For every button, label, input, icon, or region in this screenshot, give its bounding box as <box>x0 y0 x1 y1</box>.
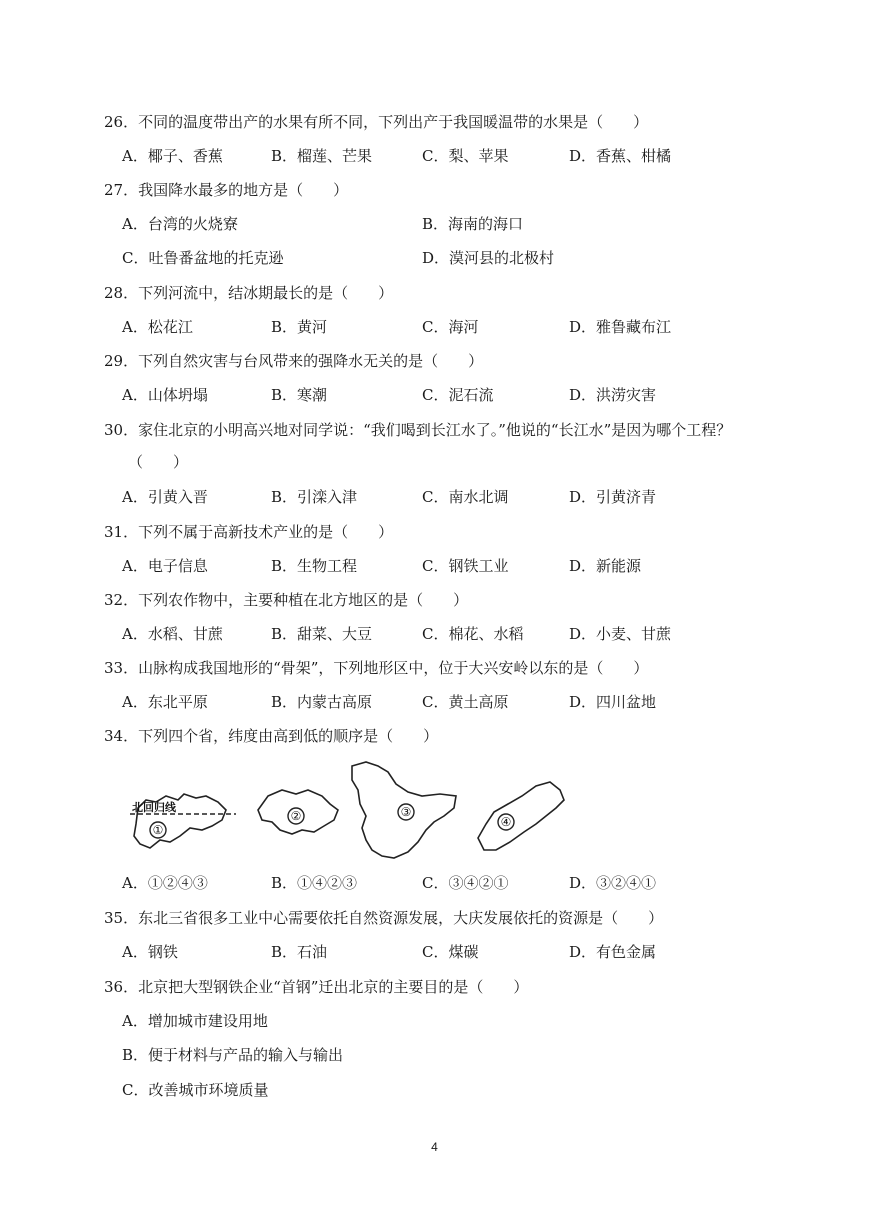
option-b: B．榴莲、芒果 <box>271 147 373 165</box>
option-a: A．水稻、甘蔗 <box>122 625 223 643</box>
question-28-stem: 28．下列河流中，结冰期最长的是（ ） <box>104 284 394 302</box>
option-a: A．①②④③ <box>122 874 208 892</box>
option-a: A．台湾的火烧寮 <box>122 215 238 233</box>
question-29-options <box>122 385 762 405</box>
question-30-options <box>122 487 762 507</box>
option-d: D．新能源 <box>569 557 642 575</box>
option-a: A．引黄入晋 <box>122 488 208 506</box>
question-36-stem: 36．北京把大型钢铁企业“首钢”迁出北京的主要目的是（ ） <box>104 978 529 996</box>
question-28-options <box>122 317 762 337</box>
option-d: D．雅鲁藏布江 <box>569 318 672 336</box>
province-maps-figure <box>126 760 586 870</box>
question-35-stem: 35．东北三省很多工业中心需要依托自然资源发展，大庆发展依托的资源是（ ） <box>104 909 664 927</box>
option-c: C．③④②① <box>422 874 509 892</box>
option-c: C．梨、苹果 <box>422 147 509 165</box>
question-36-option-c: C．改善城市环境质量 <box>122 1081 269 1099</box>
question-34-stem: 34．下列四个省，纬度由高到低的顺序是（ ） <box>104 727 439 745</box>
option-d: D．漠河县的北极村 <box>422 249 555 267</box>
option-c: C．吐鲁番盆地的托克逊 <box>122 249 284 267</box>
option-d: D．小麦、甘蔗 <box>569 625 672 643</box>
question-33-stem: 33．山脉构成我国地形的“骨架”，下列地形区中，位于大兴安岭以东的是（ ） <box>104 659 649 677</box>
option-d: D．有色金属 <box>569 943 657 961</box>
tropic-label: 北回归线 <box>132 801 176 814</box>
question-29-stem: 29．下列自然灾害与台风带来的强降水无关的是（ ） <box>104 352 484 370</box>
question-33-options <box>122 692 762 712</box>
marker-3: ③ <box>400 805 412 819</box>
question-31-stem: 31．下列不属于高新技术产业的是（ ） <box>104 523 394 541</box>
question-31-options <box>122 556 762 576</box>
option-d: D．四川盆地 <box>569 693 657 711</box>
option-b: B．①④②③ <box>271 874 358 892</box>
marker-2: ② <box>290 809 302 823</box>
question-36-option-b: B．便于材料与产品的输入与输出 <box>122 1046 344 1064</box>
question-30-stem: 30．家住北京的小明高兴地对同学说：“我们喝到长江水了。”他说的“长江水”是因为哪个工程？ <box>104 421 732 439</box>
option-c: C．煤碳 <box>422 943 479 961</box>
question-27-stem: 27．我国降水最多的地方是（ ） <box>104 181 349 199</box>
option-a: A．东北平原 <box>122 693 208 711</box>
option-c: C．泥石流 <box>422 386 494 404</box>
option-b: B．寒潮 <box>271 386 328 404</box>
question-32-stem: 32．下列农作物中，主要种植在北方地区的是（ ） <box>104 591 469 609</box>
option-a: A．电子信息 <box>122 557 208 575</box>
option-b: B．甜菜、大豆 <box>271 625 373 643</box>
option-b: B．生物工程 <box>271 557 358 575</box>
question-27-options-row2 <box>122 248 762 268</box>
question-35-options <box>122 942 762 962</box>
question-26-options <box>122 146 762 166</box>
province-map-1 <box>130 794 236 848</box>
option-c: C．南水北调 <box>422 488 509 506</box>
option-c: C．钢铁工业 <box>422 557 509 575</box>
option-a: A．椰子、香蕉 <box>122 147 223 165</box>
question-32-options <box>122 624 762 644</box>
question-34-options <box>122 873 762 893</box>
option-c: C．黄土高原 <box>422 693 509 711</box>
option-b: B．引滦入津 <box>271 488 358 506</box>
option-a: A．山体坍塌 <box>122 386 208 404</box>
province-map-3 <box>352 762 456 858</box>
option-d: D．洪涝灾害 <box>569 386 657 404</box>
question-26-stem: 26．不同的温度带出产的水果有所不同，下列出产于我国暖温带的水果是（ ） <box>104 113 649 131</box>
page-number: 4 <box>431 1140 438 1154</box>
province-map-2 <box>258 790 338 834</box>
province-4-outline <box>478 782 564 850</box>
option-b: B．石油 <box>271 943 328 961</box>
province-map-4 <box>478 782 564 850</box>
option-d: D．香蕉、柑橘 <box>569 147 672 165</box>
option-c: C．棉花、水稻 <box>422 625 524 643</box>
option-b: B．海南的海口 <box>422 215 524 233</box>
option-c: C．海河 <box>422 318 479 336</box>
marker-4: ④ <box>500 815 512 829</box>
option-b: B．黄河 <box>271 318 328 336</box>
marker-1: ① <box>152 823 164 837</box>
option-a: A．松花江 <box>122 318 193 336</box>
option-b: B．内蒙古高原 <box>271 693 373 711</box>
question-27-options-row1 <box>122 214 762 234</box>
option-a: A．钢铁 <box>122 943 178 961</box>
option-d: D．引黄济青 <box>569 488 657 506</box>
option-d: D．③②④① <box>569 874 657 892</box>
question-36-option-a: A．增加城市建设用地 <box>122 1012 268 1030</box>
question-30-stem-continued: （ ） <box>128 453 189 471</box>
